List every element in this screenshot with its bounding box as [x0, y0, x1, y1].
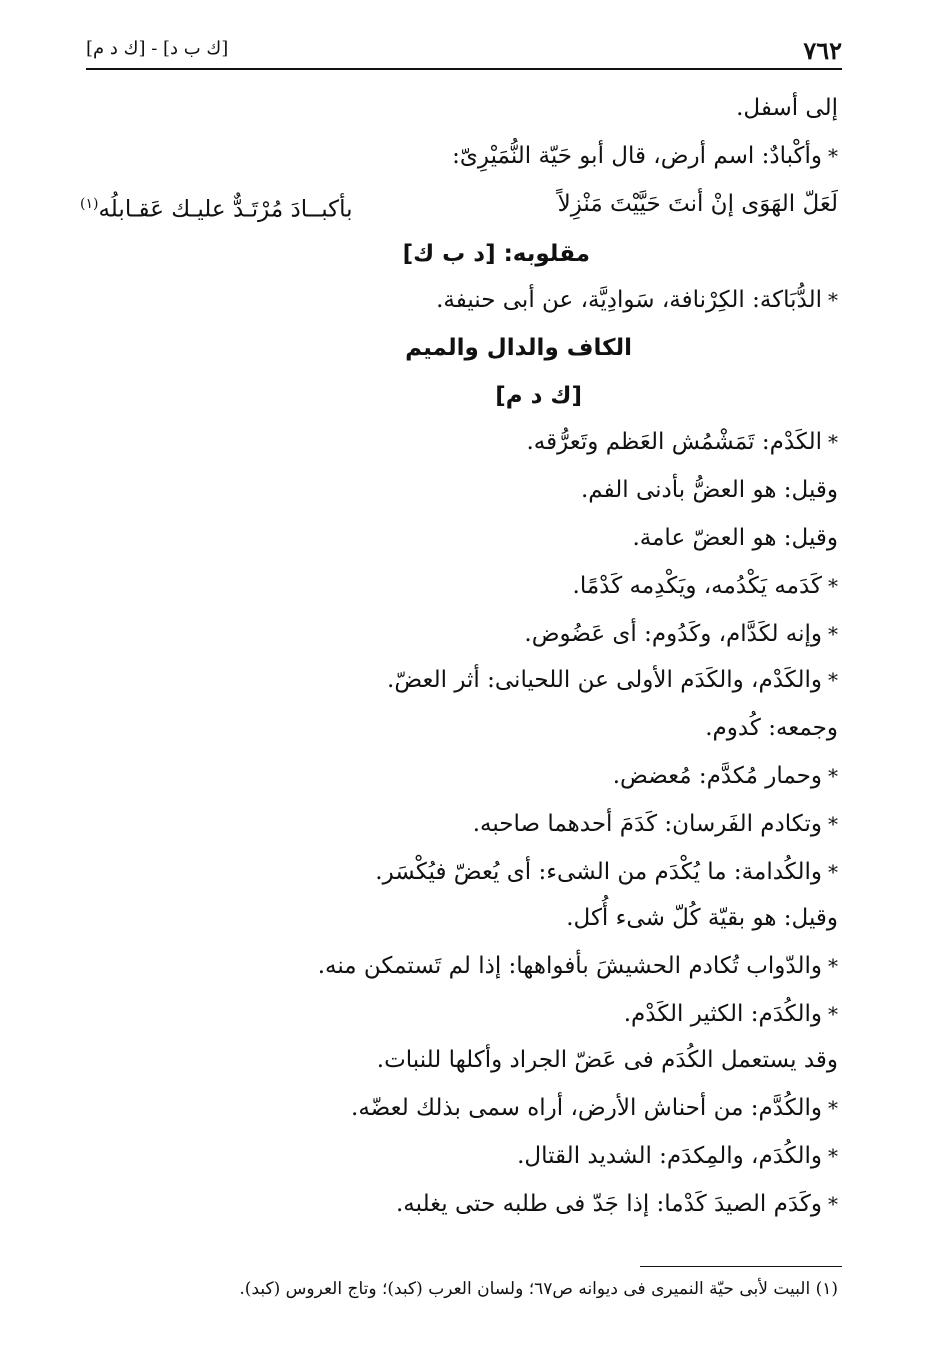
entry-star-icon: *: [828, 954, 838, 978]
entry-line: *والكَدْم، والكَدَم الأولى عن اللحيانى: أثر العضّ.: [387, 667, 838, 693]
header-rule: [86, 68, 842, 70]
entry-line: *وكَدَم الصيدَ كَدْما: إذا جَدّ فى طلبه حتى يغلبه.: [395, 1191, 838, 1217]
page-number: ٧٦٢: [803, 36, 842, 65]
text-line: وقيل: هو العضُّ بأدنى الفم.: [580, 477, 838, 503]
page-header: [86, 30, 842, 70]
entry-star-icon: *: [828, 668, 838, 692]
entry-line: *وتكادم الفَرسان: كَدَمَ أحدهما صاحبه.: [472, 811, 838, 837]
entry-line: *والكُدَّم: من أحناش الأرض، أراه سمى بذلك لعضّه.: [351, 1095, 838, 1121]
text-line: وقيل: هو بقيّة كُلّ شىء أُكل.: [566, 905, 838, 931]
entry-star-icon: *: [828, 622, 838, 646]
entry-star-icon: *: [828, 764, 838, 788]
entry-line: *كَدَمه يَكْدُمه، ويَكْدِمه كَدْمًا.: [572, 573, 838, 599]
entry-line: *وأكْبادٌ: اسم أرض، قال أبو حَيّة النُّمَيْرِىّ:: [452, 143, 838, 169]
section-heading: مقلوبه: [د ب ك]: [402, 241, 590, 267]
entry-star-icon: *: [828, 860, 838, 884]
footnote: (١) البيت لأبى حيّة النميرى فى ديوانه ص٦٧؛ ولسان العرب (كبد)؛ وتاج العروس (كبد).: [239, 1279, 838, 1299]
entry-line: *الكَدْم: تَمَشْمُش العَظم وتَعرُّقه.: [526, 429, 838, 455]
entry-star-icon: *: [828, 430, 838, 454]
text-line: إلى أسفل.: [736, 95, 838, 121]
entry-star-icon: *: [828, 288, 838, 312]
verse-second-hemistich: بأكبــادَ مُرْتَـدٌّ عليـك عَقـابلُه$^{(١)}$: [80, 196, 353, 223]
root-heading: [ك د م]: [495, 383, 582, 409]
entry-star-icon: *: [828, 1192, 838, 1216]
entry-star-icon: *: [828, 144, 838, 168]
running-head: [ك ب د] - [ك د م]: [86, 38, 229, 59]
text-line: وقد يستعمل الكُدَم فى عَضّ الجراد وأكلها للنبات.: [376, 1047, 838, 1073]
entry-line: *والكُدَم: الكثير الكَدْم.: [623, 1001, 838, 1027]
entry-star-icon: *: [828, 1144, 838, 1168]
text-line: وقيل: هو العضّ عامة.: [632, 525, 838, 551]
footnote-rule: [640, 1266, 842, 1267]
section-heading: الكاف والدال والميم: [405, 335, 632, 361]
entry-line: *وإنه لكَدَّام، وكَدُوم: أى عَضُوض.: [524, 621, 838, 647]
text-line: وجمعه: كُدوم.: [705, 715, 838, 741]
footnote-marker: (١): [80, 196, 99, 212]
entry-star-icon: *: [828, 812, 838, 836]
entry-line: *والكُدامة: ما يُكْدَم من الشىء: أى يُعضّ فيُكْسَر.: [375, 859, 838, 885]
entry-star-icon: *: [828, 1096, 838, 1120]
entry-line: *الدُّبَاكة: الكِرْنافة، سَوادِيَّة، عن أبى حنيفة.: [436, 287, 838, 313]
verse-first-hemistich: لَعَلّ الهَوَى إنْ أنتَ حَيَّيْتَ مَنْزِلاً: [557, 191, 838, 217]
entry-star-icon: *: [828, 574, 838, 598]
entry-line: *والكُدَم، والمِكدَم: الشديد القتال.: [517, 1143, 838, 1169]
entry-line: *وحمار مُكدَّم: مُعضض.: [612, 763, 838, 789]
entry-star-icon: *: [828, 1002, 838, 1026]
entry-line: *والدّواب تُكادم الحشيشَ بأفواهها: إذا لم تَستمكن منه.: [317, 953, 838, 979]
